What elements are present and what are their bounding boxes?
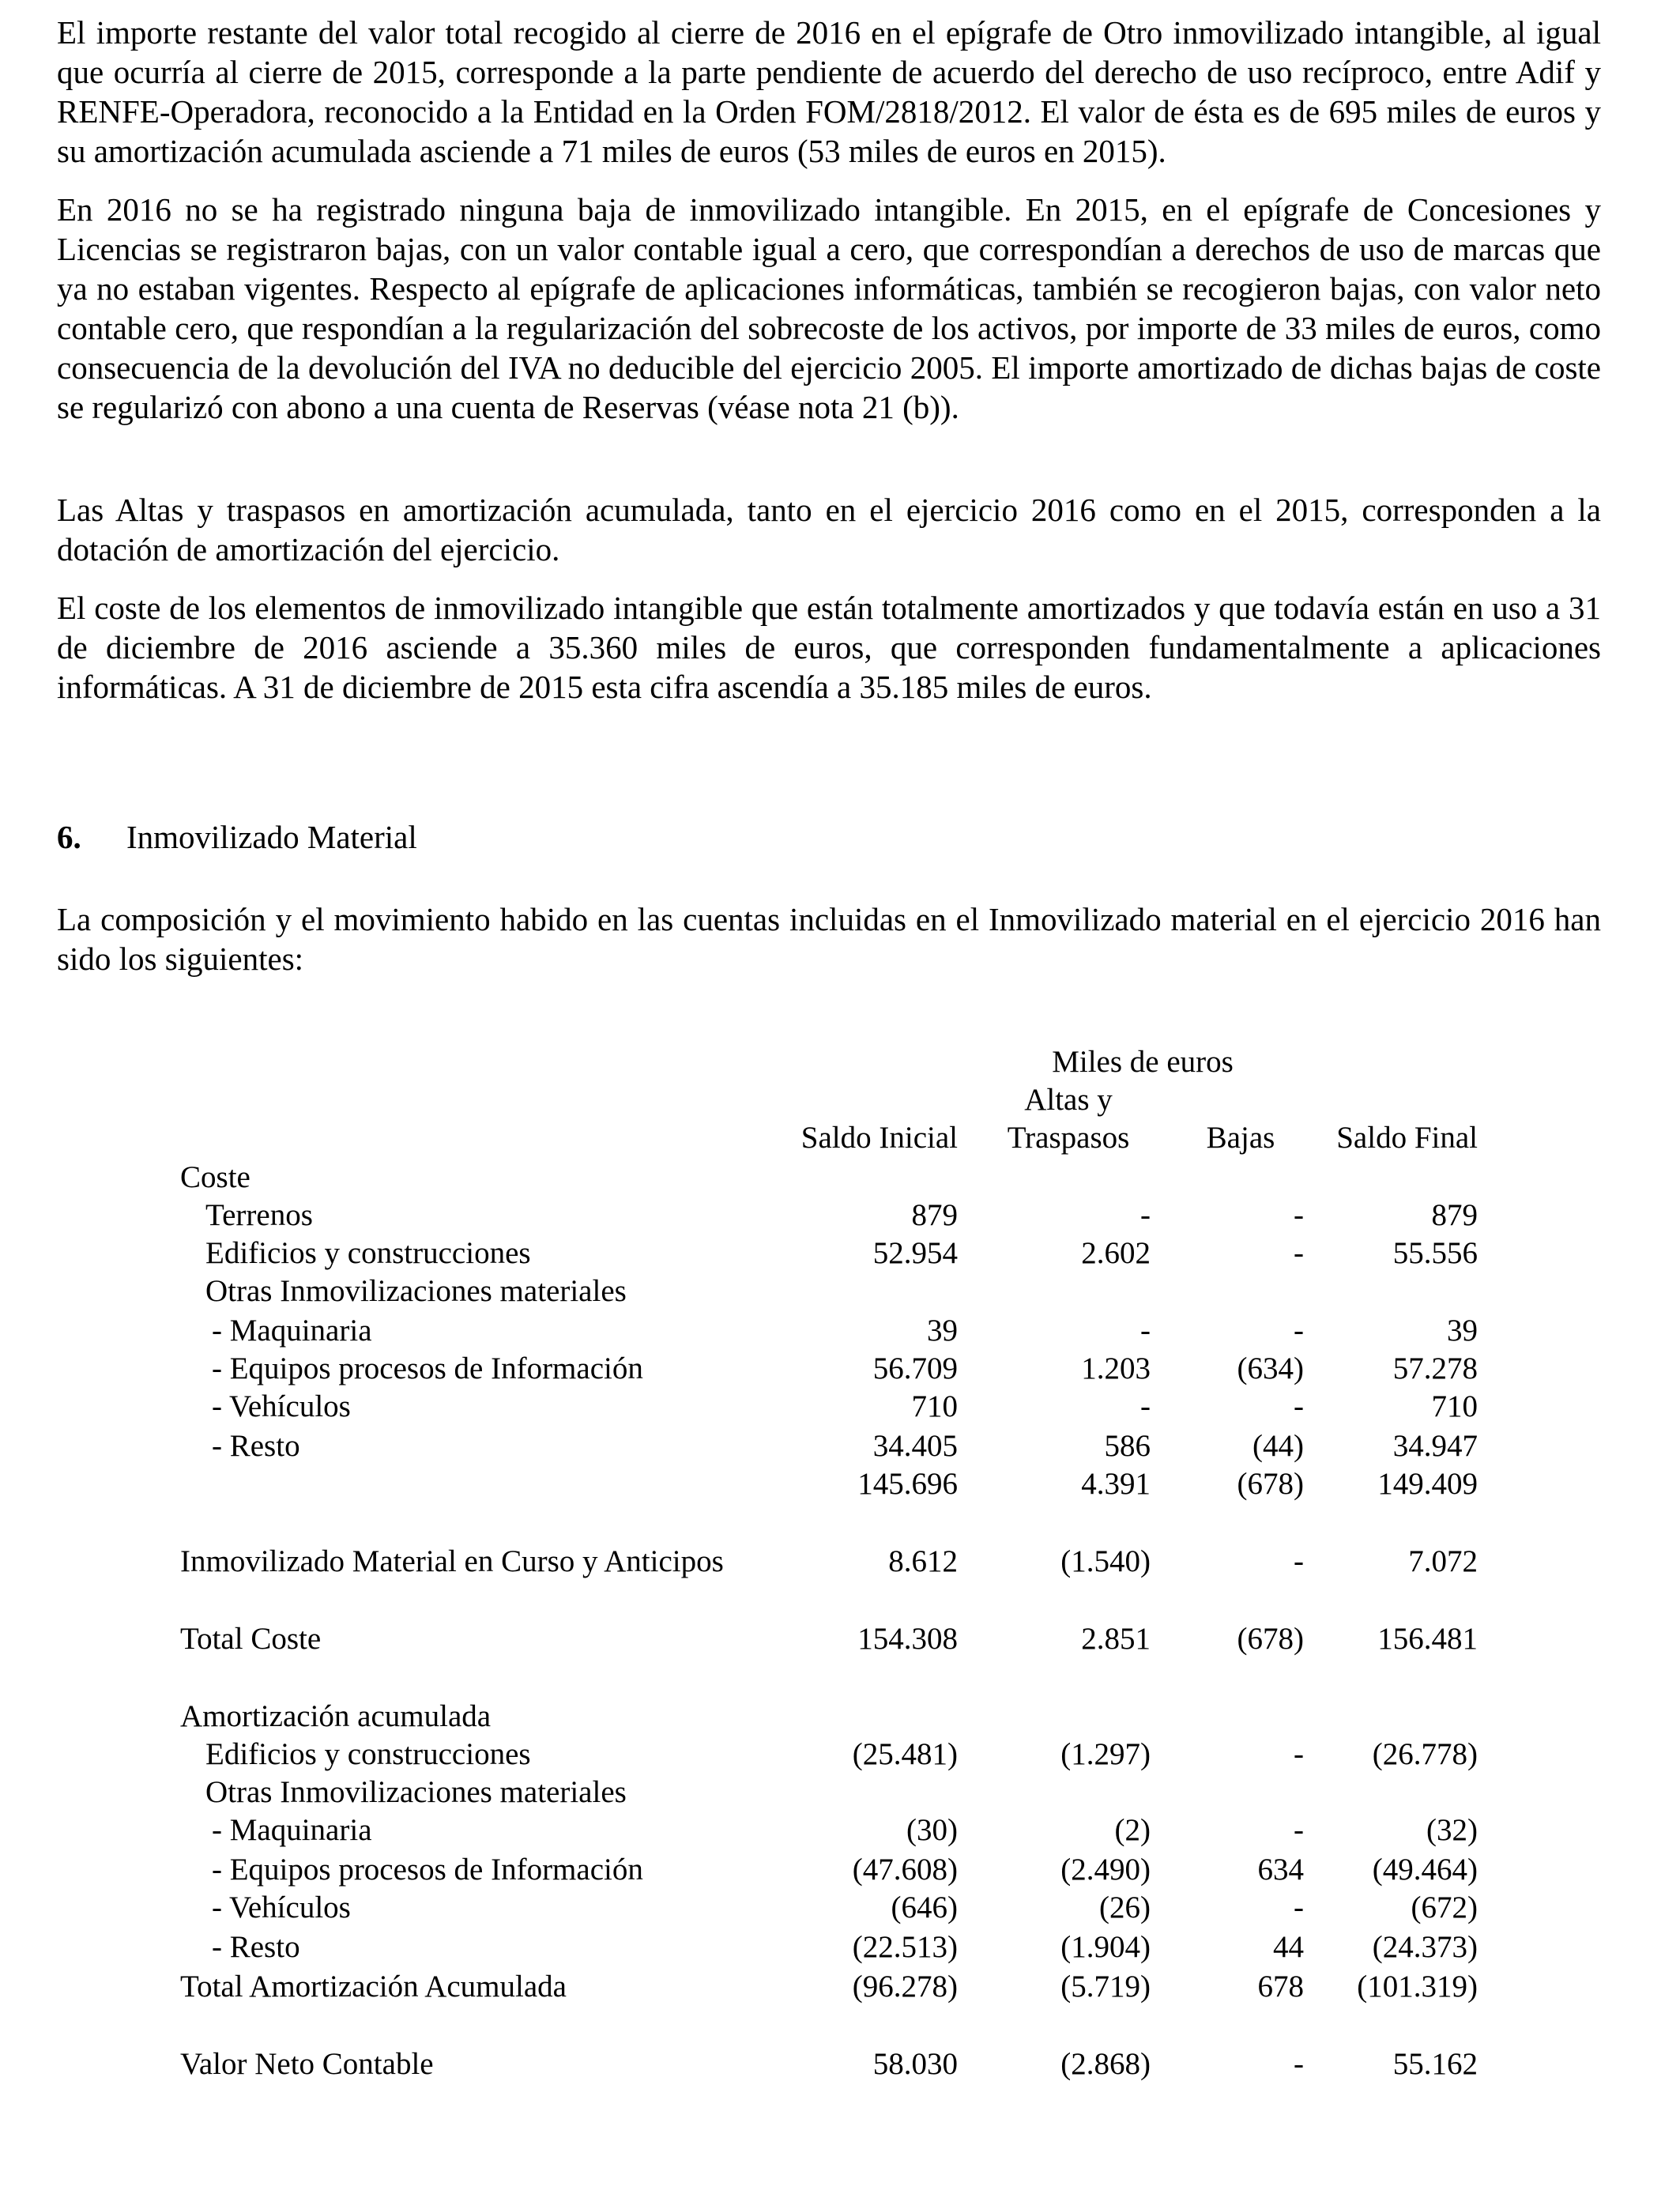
- table-row-label: - Equipos procesos de Información: [212, 1351, 643, 1385]
- table-cell: -: [1294, 1314, 1304, 1348]
- table-cell: 149.409: [1377, 1467, 1478, 1501]
- table-cell: 145.696: [857, 1467, 958, 1501]
- table-cell: 55.556: [1392, 1236, 1478, 1270]
- table-row-label: Edificios y construcciones: [205, 1737, 531, 1771]
- table-cell: (44): [1252, 1429, 1304, 1463]
- table-cell: 56.709: [872, 1351, 958, 1385]
- table-cell: (26): [1099, 1891, 1151, 1924]
- table-cell: -: [1294, 1389, 1304, 1423]
- table-cell: (1.297): [1060, 1737, 1151, 1771]
- table-cell: (5.719): [1060, 1970, 1151, 2004]
- table-row-label: Total Amortización Acumulada: [180, 1970, 567, 2004]
- table-cell: -: [1140, 1198, 1151, 1232]
- table-cell: 7.072: [1408, 1544, 1478, 1578]
- table-cell: (646): [891, 1891, 958, 1924]
- table-cell: -: [1294, 1236, 1304, 1270]
- table-cell: (47.608): [852, 1853, 958, 1887]
- section-number: 6.: [57, 819, 81, 855]
- column-header-saldo-final: Saldo Final: [1336, 1121, 1478, 1155]
- table-cell: (1.540): [1060, 1544, 1151, 1578]
- table-cell: (634): [1237, 1351, 1304, 1385]
- table-cell: 2.851: [1081, 1622, 1151, 1656]
- table-row-label: - Equipos procesos de Información: [212, 1853, 643, 1887]
- table-row-label: - Maquinaria: [212, 1314, 372, 1348]
- table-cell: 2.602: [1081, 1236, 1151, 1270]
- paragraph-bajas-intangible: En 2016 no se ha registrado ninguna baja de inmovilizado intangible. En 2015, en el epígrafe de Concesiones y Licencias se registraron bajas, con un valor contable igual a cero, que correspondían a derechos de uso de marcas que ya no estaban vigentes. Respecto al epígrafe de aplicaciones informáticas, también se recogieron bajas, con valor neto contable cero, que respondían a la regularización del sobrecoste de los activos, por importe de 33 miles de euros, como consecuencia de la devolución del IVA no deducible del ejercicio 2005. El importe amortizado de dichas bajas de coste se regularizó con abono a una cuenta de Reservas (véase nota 21 (b)).: [57, 191, 1601, 425]
- table-cell: 710: [1431, 1389, 1478, 1423]
- table-cell: -: [1140, 1389, 1151, 1423]
- table-cell: (32): [1426, 1813, 1478, 1847]
- paragraph-composicion: La composición y el movimiento habido en las cuentas incluidas en el Inmovilizado material en el ejercicio 2016 han sido los siguientes:: [57, 901, 1601, 977]
- table-cell: 8.612: [888, 1544, 958, 1578]
- table-cell: (678): [1237, 1467, 1304, 1501]
- table-cell: (49.464): [1372, 1853, 1478, 1887]
- table-row-label: Valor Neto Contable: [180, 2047, 434, 2081]
- table-cell: 39: [927, 1314, 958, 1348]
- table-cell: 586: [1104, 1429, 1151, 1463]
- table-cell: 34.947: [1392, 1429, 1478, 1463]
- table-cell: 44: [1273, 1930, 1304, 1964]
- column-header-saldo-inicial: Saldo Inicial: [800, 1121, 958, 1155]
- table-cell: 4.391: [1081, 1467, 1151, 1501]
- table-row-label: Edificios y construcciones: [205, 1236, 531, 1270]
- table-cell: (30): [906, 1813, 958, 1847]
- table-cell: (101.319): [1357, 1970, 1478, 2004]
- table-cell: (1.904): [1060, 1930, 1151, 1964]
- table-cell: (2.868): [1060, 2047, 1151, 2081]
- table-cell: -: [1294, 1737, 1304, 1771]
- table-row-label: - Resto: [212, 1429, 300, 1463]
- table-cell: 154.308: [857, 1622, 958, 1656]
- table-cell: 879: [1431, 1198, 1478, 1232]
- table-cell: 39: [1447, 1314, 1478, 1348]
- table-row-label: - Maquinaria: [212, 1813, 372, 1847]
- table-cell: (22.513): [852, 1930, 958, 1964]
- table-cell: (678): [1237, 1622, 1304, 1656]
- table-cell: 55.162: [1392, 2047, 1478, 2081]
- table-cell: 156.481: [1377, 1622, 1478, 1656]
- table-cell: 52.954: [872, 1236, 958, 1270]
- table-row-label: Coste: [180, 1160, 250, 1194]
- paragraph-totalmente-amortizados: El coste de los elementos de inmovilizado intangible que están totalmente amortizados y que todavía están en uso a 31 de diciembre de 2016 asciende a 35.360 miles de euros, que corresponden fundamentalmente a aplicaciones informáticas. A 31 de diciembre de 2015 esta cifra ascendía a 35.185 miles de euros.: [57, 590, 1601, 705]
- table-cell: -: [1294, 1544, 1304, 1578]
- table-row-label: Amortización acumulada: [180, 1699, 492, 1733]
- table-cell: 678: [1257, 1970, 1304, 2004]
- table-cell: (26.778): [1372, 1737, 1478, 1771]
- table-cell: 879: [911, 1198, 958, 1232]
- table-cell: 634: [1257, 1853, 1304, 1887]
- table-row-label: Inmovilizado Material en Curso y Anticipos: [180, 1544, 724, 1578]
- table-cell: 57.278: [1392, 1351, 1478, 1385]
- paragraph-otro-inmovilizado: El importe restante del valor total recogido al cierre de 2016 en el epígrafe de Otro inmovilizado intangible, al igual que ocurría al cierre de 2015, corresponde a la parte pendiente de acuerdo del derecho de uso recíproco, entre Adif y RENFE-Operadora, reconocido a la Entidad en la Orden FOM/2818/2012. El valor de ésta es de 695 miles de euros y su amortización acumulada asciende a 71 miles de euros (53 miles de euros en 2015).: [57, 14, 1601, 169]
- table-row-label: Otras Inmovilizaciones materiales: [205, 1775, 627, 1809]
- table-cell: 34.405: [872, 1429, 958, 1463]
- table-cell: (24.373): [1372, 1930, 1478, 1964]
- table-row-label: Total Coste: [180, 1622, 322, 1656]
- table-cell: -: [1294, 1891, 1304, 1924]
- table-cell: 1.203: [1081, 1351, 1151, 1385]
- paragraph-altas-traspasos: Las Altas y traspasos en amortización acumulada, tanto en el ejercicio 2016 como en el 2015, corresponden a la dotación de amortización del ejercicio.: [57, 492, 1601, 567]
- table-cell: (672): [1411, 1891, 1478, 1924]
- table-row-label: - Vehículos: [212, 1891, 351, 1924]
- column-header-bajas: Bajas: [1206, 1121, 1275, 1155]
- table-row-label: - Vehículos: [212, 1389, 351, 1423]
- table-cell: 58.030: [872, 2047, 958, 2081]
- table-cell: -: [1294, 1813, 1304, 1847]
- table-row-label: Terrenos: [205, 1198, 313, 1232]
- table-cell: (25.481): [852, 1737, 958, 1771]
- table-cell: -: [1294, 1198, 1304, 1232]
- table-unit-header: Miles de euros: [1052, 1045, 1234, 1079]
- column-header-altas-line1: Altas y: [1024, 1083, 1113, 1117]
- table-cell: (2.490): [1060, 1853, 1151, 1887]
- table-row-label: Otras Inmovilizaciones materiales: [205, 1274, 627, 1308]
- table-cell: (96.278): [852, 1970, 958, 2004]
- table-cell: -: [1294, 2047, 1304, 2081]
- table-row-label: - Resto: [212, 1930, 300, 1964]
- section-title: Inmovilizado Material: [126, 819, 417, 855]
- column-header-altas-line2: Traspasos: [1007, 1121, 1130, 1155]
- table-cell: -: [1140, 1314, 1151, 1348]
- table-cell: (2): [1114, 1813, 1151, 1847]
- table-cell: 710: [911, 1389, 958, 1423]
